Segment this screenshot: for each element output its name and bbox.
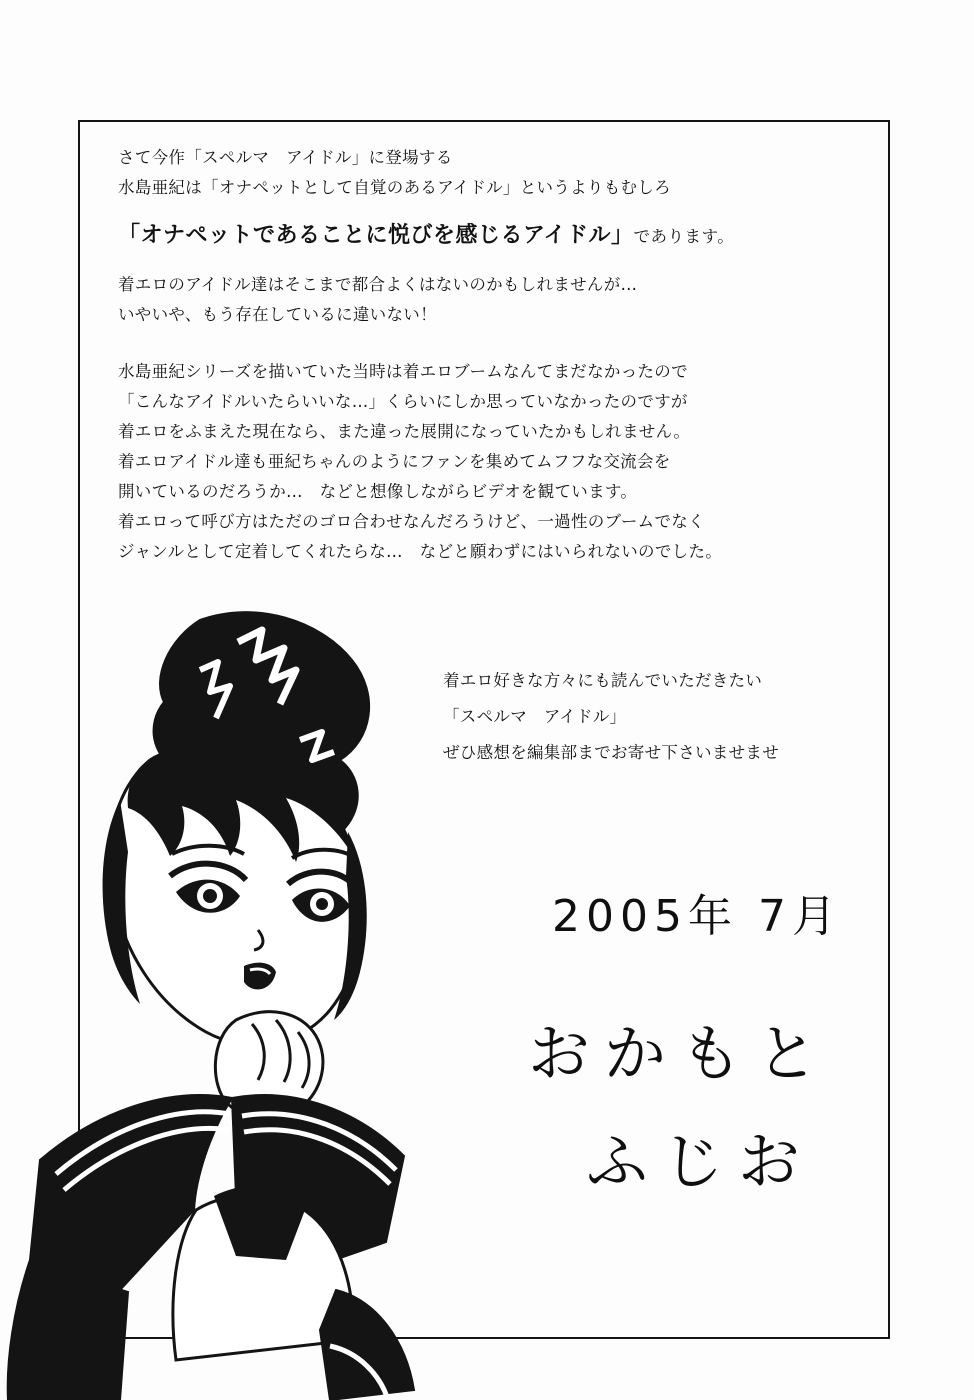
closing-line: ぜひ感想を編集部までお寄せ下さいませませ	[443, 743, 779, 762]
intro-line: 着エロのアイドル達はそこまで都合よくはないのかもしれませんが…	[118, 275, 638, 294]
emphasis-line	[118, 217, 878, 256]
spacer	[118, 256, 878, 270]
body-line: 水島亜紀シリーズを描いていた当時は着エロブームなんてまだなかったので	[118, 362, 688, 381]
intro-line: 水島亜紀は「オナペットとして自覚のあるアイドル」というよりもむしろ	[118, 178, 671, 197]
body-line: 着エロって呼び方はただのゴロ合わせなんだろうけど、一過性のブームでなく	[118, 512, 705, 531]
intro-line: いやいや、もう存在しているに違いない！	[118, 305, 437, 324]
closing-line: 着エロ好きな方々にも読んでいただきたい	[443, 671, 763, 690]
afterword-closing	[443, 663, 883, 771]
signature-name	[528, 1000, 832, 1216]
body-line: 開いているのだろうか… などと想像しながらビデオを観ています。	[118, 482, 638, 501]
afterword-intro	[118, 143, 878, 330]
spacer	[118, 203, 878, 217]
signature-name-line2: ふじお	[586, 1125, 815, 1198]
body-line: ジャンルとして定着してくれたらな… などと願わずにはいられないのでした。	[118, 542, 723, 561]
body-line: 「こんなアイドルいたらいいな…」くらいにしか思っていなかったのですが	[118, 392, 688, 411]
emphasis-text: 「オナペットであることに悦びを感じるアイドル」	[118, 223, 634, 248]
afterword-body	[118, 357, 878, 567]
intro-line: さて今作「スペルマ アイドル」に登場する	[118, 148, 453, 167]
emphasis-tail: であります。	[633, 227, 735, 246]
closing-line: 「スペルマ アイドル」	[443, 707, 627, 726]
signature-name-line1: おかもと	[528, 1017, 833, 1090]
body-line: 着エロをふまえた現在なら、また違った展開になっていたかもしれません。	[118, 422, 691, 441]
signature-date: 2005年 7月	[552, 891, 842, 942]
body-line: 着エロアイドル達も亜紀ちゃんのようにファンを集めてムフフな交流会を	[118, 452, 671, 471]
